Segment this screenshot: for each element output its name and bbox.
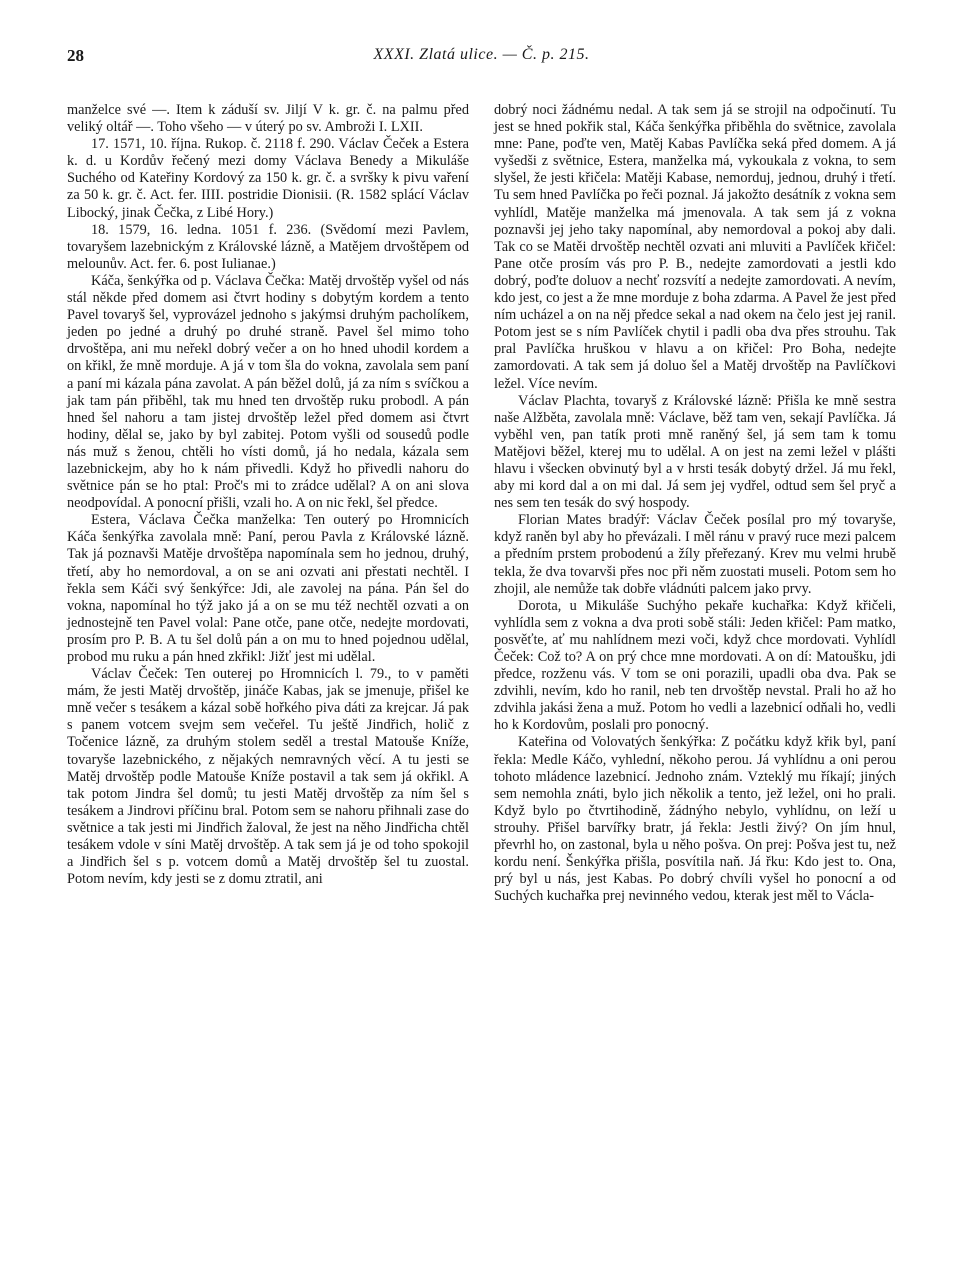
paragraph: Káča, šenkýřka od p. Václava Čečka: Matěj drvoštěp vyšel od nás stál někde před domem asi čtvrt hodiny s dobytým kordem a tento Pavel tovaryš šel, vyprovázel jednoho s jakýmsi druhým pacholíkem, jeden po jedné a druhý po druhé straně. Pavel šel mimo toho drvoštěpa, ani mu neřekl dobrý večer a on ho hned uhodil kordem a on křikl, že mně morduje. A já v tom šla do vokna, zavolala sem paní a paní mi kázala pána zavolat. A pán běžel dolů, já za ním s svíčkou a jak tam pán přiběhl, tak mu hned ten drvoštěp ruku probodl. A pán hned šel nahoru a tam jistej drvoštěp ležel před domem asi čtvrt hodiny, dělal se, jako by byl zabitej. Potom vyšli od sousedů podle nás muž s ženou, chtěli ho vísti domů, já ho nedala, kázala sem lazebnickejm, aby ho k nám přivedli. Když ho přivedli nahoru do světnice pán se ho ptal: Proč's mi to zrádce udělal? A on ani slova neodpovídal. A ponocní přišli, vzali ho. A on nic řekl, šel předce. bbox=[67, 272, 469, 512]
paragraph: manželce své —. Item k záduší sv. Jiljí V k. gr. č. na palmu před veliký oltář —. Toho všeho — v úterý po sv. Ambroži I. LXII. bbox=[67, 102, 469, 136]
paragraph: Kateřina od Volovatých šenkýřka: Z počátku když křik byl, paní řekla: Medle Káčo, vyhlední, někoho perou. Já vyhlídnu a oni perou tohoto mládence lazebnicí. Jednoho znám. Vzteklý mu říkají; jiných sem nemohla znáti, bylo jich několik a tento, jež ležel, oni ho prali. Když bylo po čtvrtihodině, žádnýho nebylo, vyhlídnu, on leží u strouhy. Přišel barvířky bratr, já řekla: Jestli živý? On jím hnul, převrhl ho, on zastonal, byla u něho pošva. On prej: Pošva jest tu, než kordu není. Šenkýřka přišla, posvítila naň. Já řku: Kdo jest to. Ona, prý byl u nás, jest Kabas. Po dobrý chvíli vyšel ho ponocní a od Suchých kuchařka prej nevinného vedou, kterak jest měl to Václa- bbox=[494, 734, 896, 905]
text-columns bbox=[67, 102, 896, 905]
paragraph: 17. 1571, 10. října. Rukop. č. 2118 f. 290. Václav Čeček a Estera k. d. u Kordův řečený mezi domy Václava Benedy a Mikuláše Suchého od Kateřiny Kordový za 150 k. gr. č. a svršky k pivu vaření za 50 k. gr. č. Act. fer. IIII. postridie Dionisii. (R. 1582 splácí Václav Libocký, jinak Čečka, z Libé Hory.) bbox=[67, 136, 469, 221]
paragraph: Estera, Václava Čečka manželka: Ten outerý po Hromnicích Káča šenkýřka zavolala mně: Paní, perou Pavla z Královské lázně. Tak já poznavši Matěje drvoštěpa napomínala sem ho jednou, druhý, třetí, aby ho nemordoval, a on se ani ozvati ani přestati nechtěl. I řekla sem Káči svý šenkýřce: Jdi, ale zavolej na pána. Pán šel do vokna, napomínal ho týž jako já a on se mu též nechtěl ozvati a on jednostejně ten Pavel volal: Pane otče, pane otče, nedejte mordovati, prosím pro P. B. A tu šel dolů pán a on mu to hned pojednou udělal, probod mu ruku a pán hned zkřikl: Jižť jest mi udělal. bbox=[67, 512, 469, 665]
paragraph: Václav Plachta, tovaryš z Královské lázně: Přišla ke mně sestra naše Alžběta, zavolala mně: Václave, běž tam ven, sekají Pavlíčka. Já vyběhl ven, pan tatík proti mně raněný šel, já sem tam k tomu Matějovi běžel, kterej mu to udělal. A on jest na zemi ležel v plášti hlavu i všecken obvinutý byl a v hrsti tesák dobytý držel. Já mu řekl, aby mi kord dal a on mi dal. Já sem jej vydřel, odtud sem šel pryč a nes sem ten tesák do svý hospody. bbox=[494, 392, 896, 512]
running-title: XXXI. Zlatá ulice. — Č. p. 215. bbox=[373, 46, 590, 63]
paragraph: Dorota, u Mikuláše Suchýho pekaře kuchařka: Když křičeli, vyhlídla sem z vokna a dva proti sobě stáli: Jeden křičel: Pam matko, posvěťte, ať mu nahlídnem mezi voči, když chce mordovati. Vyhlídl Čeček: Což to? A on prý chce mne mordovati. A on dí: Matoušku, jdi předce, rozženu vás. V tom se oni porazili, upadli oba dva. Pak se zdvihli, nevím, kdo ho ranil, neb ten drvoštěp nevstal. Prali ho až ho zdvihla jakási žena a muž. Potom ho vedli a lazebnicí odňali ho, vedli ho k Kordovům, poslali pro ponocný. bbox=[494, 597, 896, 734]
right-column bbox=[494, 102, 896, 905]
page-number: 28 bbox=[67, 46, 84, 65]
page-header bbox=[67, 46, 896, 76]
paragraph: Václav Čeček: Ten outerej po Hromnicích l. 79., to v paměti mám, že jesti Matěj drvoštěp, jináče Kabas, jak se jmenuje, přišel ke mně večer s tesákem a kázal sobě hořkého piva dáti za krejcar. Já pak s panem votcem svejm sem večeřel. Tu ještě Jindřich, holič z Točenice lázně, za druhým stolem seděl a trestal Matouše Kníže, tovaryše lazebnického, z nějakých nemravných věcí. A tu jesti se Matěj drvoštěp podle Matouše Kníže postavil a tak sem já okřikl. A tak potom Jindra šel domů; tu jesti Matěj drvoštěp za ním šel s tesákem a Jindrovi příčinu bral. Potom sem se nahoru přihnali zase do světnice a tak jesti mi Jindřich žaloval, že jest na něho Jindřicha chtěl tesákem vdole v síni Matěj drvoštěp. A tak sem já je od toho spokojil a Jindřich šel s p. votcem domů a Matěj drvoštěp šel tu zuostal. Potom nevím, kdy jesti se z domu ztratil, ani bbox=[67, 666, 469, 888]
left-column bbox=[67, 102, 469, 905]
paragraph: 18. 1579, 16. ledna. 1051 f. 236. (Svědomí mezi Pavlem, tovaryšem lazebnickým z Královské lázně, a Matějem drvoštěpem od melounův. Act. fer. 6. post Iulianae.) bbox=[67, 221, 469, 272]
paragraph: Florian Mates bradýř: Václav Čeček posílal pro mý tovaryše, když raněn byl aby ho převázali. I měl ránu v pravý ruce mezi palcem a předním prstem probodenú a žíly přeřezaný. Krev mu velmi hrubě tekla, že dva tovarvši přes noc při něm zuostati museli. Potom sem ho zhojil, ale nemůže tak dobře vládnúti palcem jako prvy. bbox=[494, 512, 896, 597]
paragraph: dobrý noci žádnému nedal. A tak sem já se strojil na odpočinutí. Tu jest se hned pokřik stal, Káča šenkýřka přiběhla do světnice, zavolala mne: Pane, poďte ven, Matěj Kabas Pavlíčka seká před domem. A já vyšedši z světnice, Estera, manželka má, vykoukala z vokna, to sem slyšel, že jesti křičela: Matěji Kabase, nemorduj, jednou, druhý i třetí. Tu sem hned Pavlíčka po řeči poznal. Já jakožto desátník z vokna sem vyhlídl, Matěje manželka má jmenovala. A tak sem já z vokna poznavši jej jeho taky napomínal, aby nemordoval a pokoj aby dali. Tak co se Matěi drvoštěp nechtěl ozvati ani mluviti a Pavlíček křičel: Pane otče prosím vás pro P. B., nedejte zamordovati a jestli kdo dobrý, poďte doluov a nechť rozsvítí a nedejte zamordovati. A nevím, kdo jest, co jest a že mne morduje z boha zdarma. A Pavel že jest před ním ucházel a on na něj předce sekal a nad okem na čelo jest jej ranil. Potom jest se s ním Pavlíček chytil i padli oba dva přes strouhu. Tak pral Pavlíčka hruškou v hlavu a on křičel: Pro Boha, nedejte zamordovati. A tak sem já doluo šel a Matěj drvoštěp na Pavlíčkovi ležel. Více nevím. bbox=[494, 102, 896, 392]
